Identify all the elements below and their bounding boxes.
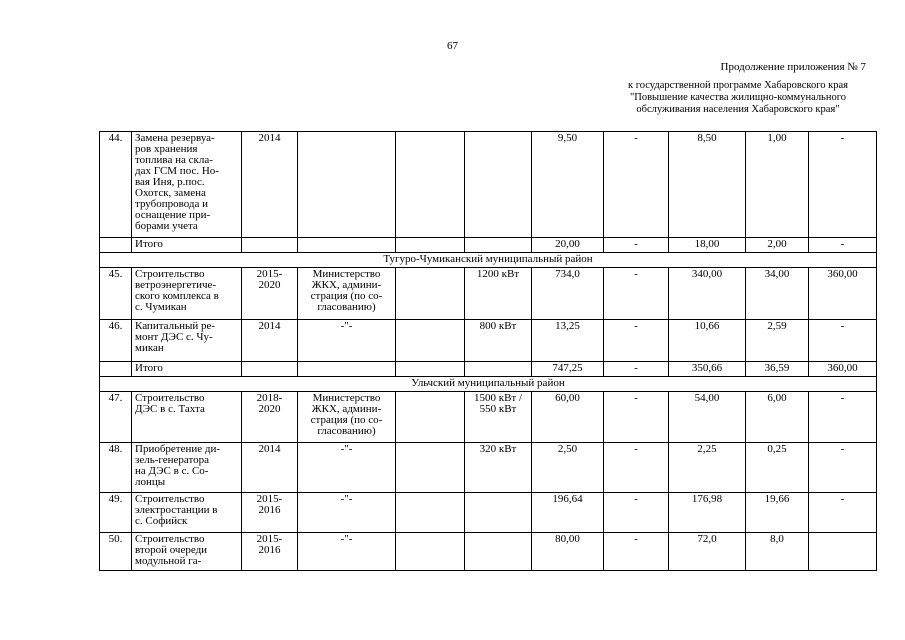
item-number bbox=[100, 392, 132, 443]
program-reference bbox=[600, 80, 876, 116]
cell-text-line: 747,25 bbox=[552, 362, 583, 374]
cell-text-line: - bbox=[634, 238, 638, 250]
cell-text-line: 1,00 bbox=[767, 132, 787, 144]
item-total-cost bbox=[532, 132, 604, 238]
item-municipal-funds bbox=[746, 392, 809, 443]
item-capacity bbox=[465, 320, 532, 362]
cell-text-line: 6,00 bbox=[767, 392, 787, 404]
cell-text-line: гласованию) bbox=[317, 301, 376, 313]
item-name bbox=[132, 362, 242, 377]
cell-text-line: - bbox=[634, 320, 638, 332]
cell-text-line: 196,64 bbox=[552, 493, 583, 505]
item-name bbox=[132, 132, 242, 238]
item-regional-funds bbox=[669, 392, 746, 443]
item-executor bbox=[298, 320, 396, 362]
cell-text-line: 800 кВт bbox=[479, 320, 517, 332]
item-capacity bbox=[465, 392, 532, 443]
cell-text-line: 20,00 bbox=[555, 238, 580, 250]
cell-text-line: - bbox=[634, 493, 638, 505]
item-executor bbox=[298, 493, 396, 533]
cell-text-line: электростанции в bbox=[135, 504, 218, 516]
cell-text-line: ского комплекса в bbox=[135, 290, 219, 302]
cell-text-line: зель-генератора bbox=[135, 454, 210, 466]
item-municipal-funds bbox=[746, 362, 809, 377]
item-capacity bbox=[465, 443, 532, 493]
cell-text-line: с. Софийск bbox=[135, 515, 188, 527]
item-federal-funds bbox=[604, 132, 669, 238]
item-name bbox=[132, 268, 242, 320]
item-number bbox=[100, 443, 132, 493]
item-regional-funds bbox=[669, 238, 746, 253]
cell-text-line: вая Иня, р.пос. bbox=[135, 176, 205, 188]
cell-text-line: Строительство bbox=[135, 268, 205, 280]
subtotal-row bbox=[100, 362, 877, 377]
item-total-cost bbox=[532, 320, 604, 362]
item-total-cost bbox=[532, 533, 604, 571]
item-capacity bbox=[465, 493, 532, 533]
table-row bbox=[100, 268, 877, 320]
section-row bbox=[100, 377, 877, 392]
cell-text-line: 54,00 bbox=[694, 392, 720, 404]
cell-text-line: 360,00 bbox=[827, 362, 858, 374]
cell-text-line: 8,50 bbox=[697, 132, 717, 144]
item-other-funds bbox=[809, 132, 877, 238]
cell-text-line: страция (по со- bbox=[310, 290, 383, 302]
item-number bbox=[100, 533, 132, 571]
cell-text-line: - bbox=[634, 533, 638, 545]
item-years bbox=[242, 320, 298, 362]
cell-text-line: - bbox=[840, 493, 845, 505]
table-row bbox=[100, 392, 877, 443]
district-title: Ульчский муниципальный район bbox=[100, 377, 877, 392]
cell-text-line: 2,00 bbox=[767, 238, 787, 250]
cell-text-line: - bbox=[634, 392, 638, 404]
cell-text-line: 72,0 bbox=[697, 533, 717, 545]
cell-text-line: - bbox=[634, 268, 638, 280]
cell-text-line: 80,00 bbox=[555, 533, 580, 545]
cell-text-line: 2020 bbox=[258, 403, 281, 415]
cell-text-line: - bbox=[840, 320, 845, 332]
item-total-cost bbox=[532, 493, 604, 533]
cell-text-line: ДЭС в с. Тахта bbox=[135, 403, 205, 415]
section-row bbox=[100, 253, 877, 268]
item-number bbox=[100, 320, 132, 362]
item-municipal-funds bbox=[746, 443, 809, 493]
cell-text-line: 2016 bbox=[258, 504, 281, 516]
item-executor bbox=[298, 268, 396, 320]
cell-text-line: -"- bbox=[340, 493, 353, 505]
appendix-continuation: Продолжение приложения № 7 bbox=[720, 61, 866, 73]
page-number: 67 bbox=[447, 40, 458, 52]
item-number bbox=[100, 238, 132, 253]
cell-text-line: второй очереди bbox=[135, 544, 208, 556]
cell-text-line: 10,66 bbox=[694, 320, 720, 332]
cell-text-line: - bbox=[840, 443, 845, 455]
item-regional-funds bbox=[669, 493, 746, 533]
cell-text-line: ЖКХ, админи- bbox=[311, 279, 382, 291]
cell-text-line: модульной га- bbox=[135, 555, 202, 567]
cell-text-line: ветроэнергетиче- bbox=[135, 279, 217, 291]
item-total-cost bbox=[532, 392, 604, 443]
cell-text-line: 734,0 bbox=[555, 268, 580, 280]
cell-text-line: 18,00 bbox=[694, 238, 720, 250]
cell-text-line: Замена резервуа- bbox=[135, 132, 215, 144]
item-regional-funds bbox=[669, 443, 746, 493]
cell-text-line: дах ГСМ пос. Но- bbox=[135, 165, 219, 177]
item-total-cost bbox=[532, 443, 604, 493]
cell-text-line: 1500 кВт / bbox=[473, 392, 523, 404]
item-number bbox=[100, 268, 132, 320]
cell-text-line: оснащение при- bbox=[135, 209, 211, 221]
empty-cell bbox=[396, 268, 465, 320]
table-row bbox=[100, 533, 877, 571]
item-regional-funds bbox=[669, 132, 746, 238]
cell-text-line: Строительство bbox=[135, 392, 205, 404]
cell-text-line: 176,98 bbox=[691, 493, 723, 505]
item-total-cost bbox=[532, 268, 604, 320]
item-number bbox=[100, 132, 132, 238]
cell-text-line: 2,25 bbox=[697, 443, 717, 455]
item-regional-funds bbox=[669, 533, 746, 571]
item-name bbox=[132, 238, 242, 253]
item-capacity bbox=[465, 238, 532, 253]
cell-text-line: 50. bbox=[108, 533, 123, 545]
item-capacity bbox=[465, 362, 532, 377]
item-name bbox=[132, 533, 242, 571]
cell-text-line: 350,66 bbox=[691, 362, 723, 374]
cell-text-line: 19,66 bbox=[764, 493, 790, 505]
table-row bbox=[100, 443, 877, 493]
cell-text-line: - bbox=[840, 132, 845, 144]
item-years bbox=[242, 493, 298, 533]
cell-text-line: 8,0 bbox=[770, 533, 784, 545]
cell-text-line: Охотск, замена bbox=[135, 187, 206, 199]
item-municipal-funds bbox=[746, 320, 809, 362]
empty-cell bbox=[396, 238, 465, 253]
cell-text-line: ров хранения bbox=[135, 143, 198, 155]
empty-cell bbox=[396, 362, 465, 377]
cell-text-line: - bbox=[840, 392, 845, 404]
cell-text-line: -"- bbox=[340, 533, 353, 545]
item-total-cost bbox=[532, 238, 604, 253]
cell-text-line: -"- bbox=[340, 320, 353, 332]
item-name bbox=[132, 443, 242, 493]
cell-text-line: 47. bbox=[108, 392, 123, 404]
item-regional-funds bbox=[669, 268, 746, 320]
table-row bbox=[100, 132, 877, 238]
cell-text-line: 340,00 bbox=[691, 268, 723, 280]
item-other-funds bbox=[809, 392, 877, 443]
subtotal-row bbox=[100, 238, 877, 253]
cell-text-line: Итого bbox=[135, 362, 163, 374]
item-name bbox=[132, 493, 242, 533]
cell-text-line: 44. bbox=[108, 132, 123, 144]
item-years bbox=[242, 132, 298, 238]
item-municipal-funds bbox=[746, 238, 809, 253]
cell-text-line: 550 кВт bbox=[479, 403, 517, 415]
empty-cell bbox=[396, 392, 465, 443]
item-years bbox=[242, 392, 298, 443]
item-regional-funds bbox=[669, 362, 746, 377]
item-municipal-funds bbox=[746, 268, 809, 320]
item-federal-funds bbox=[604, 493, 669, 533]
item-municipal-funds bbox=[746, 132, 809, 238]
cell-text-line: 45. bbox=[108, 268, 123, 280]
item-federal-funds bbox=[604, 238, 669, 253]
cell-text-line: 0,25 bbox=[767, 443, 787, 455]
item-executor bbox=[298, 362, 396, 377]
item-other-funds bbox=[809, 443, 877, 493]
item-capacity bbox=[465, 132, 532, 238]
item-other-funds bbox=[809, 238, 877, 253]
cell-text-line: Строительство bbox=[135, 533, 205, 545]
item-federal-funds bbox=[604, 392, 669, 443]
item-name bbox=[132, 320, 242, 362]
item-other-funds bbox=[809, 362, 877, 377]
cell-text-line: - bbox=[634, 132, 638, 144]
item-capacity bbox=[465, 268, 532, 320]
cell-text-line: с. Чумикан bbox=[135, 301, 187, 313]
item-years bbox=[242, 443, 298, 493]
item-name bbox=[132, 392, 242, 443]
item-other-funds bbox=[809, 268, 877, 320]
item-other-funds bbox=[809, 533, 877, 571]
cell-text-line: гласованию) bbox=[317, 425, 376, 437]
empty-cell bbox=[396, 443, 465, 493]
item-federal-funds bbox=[604, 362, 669, 377]
cell-text-line: Министерство bbox=[312, 392, 381, 404]
cell-text-line: 2018- bbox=[256, 392, 283, 404]
cell-text-line: 36,59 bbox=[764, 362, 790, 374]
item-executor bbox=[298, 238, 396, 253]
table-row bbox=[100, 493, 877, 533]
cell-text-line: Приобретение ди- bbox=[135, 443, 221, 455]
cell-text-line: 2015- bbox=[256, 533, 283, 545]
item-years bbox=[242, 238, 298, 253]
cell-text-line: 320 кВт bbox=[479, 443, 517, 455]
empty-cell bbox=[396, 493, 465, 533]
cell-text-line: лонцы bbox=[135, 476, 166, 488]
item-executor bbox=[298, 533, 396, 571]
cell-text-line: 34,00 bbox=[764, 268, 790, 280]
cell-text-line: 9,50 bbox=[557, 132, 578, 144]
cell-text-line: Капитальный ре- bbox=[135, 320, 216, 332]
cell-text-line: 2015- bbox=[256, 268, 283, 280]
empty-cell bbox=[396, 320, 465, 362]
program-reference-line: к государственной программе Хабаровского края bbox=[628, 80, 848, 91]
item-number bbox=[100, 493, 132, 533]
item-federal-funds bbox=[604, 443, 669, 493]
item-years bbox=[242, 268, 298, 320]
item-years bbox=[242, 362, 298, 377]
cell-text-line: борами учета bbox=[135, 220, 198, 232]
cell-text-line: 2015- bbox=[256, 493, 283, 505]
cell-text-line: на ДЭС в с. Со- bbox=[135, 465, 209, 477]
cell-text-line: 2014 bbox=[258, 443, 281, 455]
cell-text-line: микан bbox=[135, 342, 164, 354]
cell-text-line: Итого bbox=[135, 238, 163, 250]
cell-text-line: 2016 bbox=[258, 544, 281, 556]
item-federal-funds bbox=[604, 533, 669, 571]
cell-text-line: 49. bbox=[108, 493, 123, 505]
cell-text-line: - bbox=[634, 362, 638, 374]
program-table bbox=[99, 131, 877, 571]
item-regional-funds bbox=[669, 320, 746, 362]
cell-text-line: топлива на скла- bbox=[135, 154, 213, 166]
table-row bbox=[100, 320, 877, 362]
cell-text-line: Строительство bbox=[135, 493, 205, 505]
item-executor bbox=[298, 443, 396, 493]
cell-text-line: 360,00 bbox=[827, 268, 858, 280]
cell-text-line: ЖКХ, админи- bbox=[311, 403, 382, 415]
cell-text-line: - bbox=[634, 443, 638, 455]
item-executor bbox=[298, 132, 396, 238]
cell-text-line: 48. bbox=[108, 443, 123, 455]
cell-text-line: 2014 bbox=[258, 320, 281, 332]
cell-text-line: трубопровода и bbox=[135, 198, 209, 210]
item-capacity bbox=[465, 533, 532, 571]
item-federal-funds bbox=[604, 268, 669, 320]
item-municipal-funds bbox=[746, 493, 809, 533]
cell-text-line: Министерство bbox=[312, 268, 381, 280]
cell-text-line: 2,59 bbox=[767, 320, 787, 332]
cell-text-line: 2020 bbox=[258, 279, 281, 291]
cell-text-line: 1200 кВт bbox=[476, 268, 520, 280]
item-other-funds bbox=[809, 320, 877, 362]
empty-cell bbox=[396, 533, 465, 571]
cell-text-line: 46. bbox=[108, 320, 123, 332]
cell-text-line: 2,50 bbox=[557, 443, 578, 455]
item-executor bbox=[298, 392, 396, 443]
cell-text-line: монт ДЭС с. Чу- bbox=[135, 331, 213, 343]
cell-text-line: 60,00 bbox=[555, 392, 580, 404]
cell-text-line: 2014 bbox=[258, 132, 281, 144]
item-number bbox=[100, 362, 132, 377]
item-total-cost bbox=[532, 362, 604, 377]
cell-text-line: - bbox=[840, 238, 845, 250]
empty-cell bbox=[396, 132, 465, 238]
program-reference-line: обслуживания населения Хабаровского края" bbox=[636, 104, 840, 115]
item-years bbox=[242, 533, 298, 571]
item-other-funds bbox=[809, 493, 877, 533]
district-title: Тугуро-Чумиканский муниципальный район bbox=[100, 253, 877, 268]
program-reference-line: "Повышение качества жилищно-коммунального bbox=[629, 92, 847, 103]
cell-text-line: 13,25 bbox=[555, 320, 580, 332]
cell-text-line: страция (по со- bbox=[310, 414, 383, 426]
item-municipal-funds bbox=[746, 533, 809, 571]
cell-text-line: -"- bbox=[340, 443, 353, 455]
item-federal-funds bbox=[604, 320, 669, 362]
